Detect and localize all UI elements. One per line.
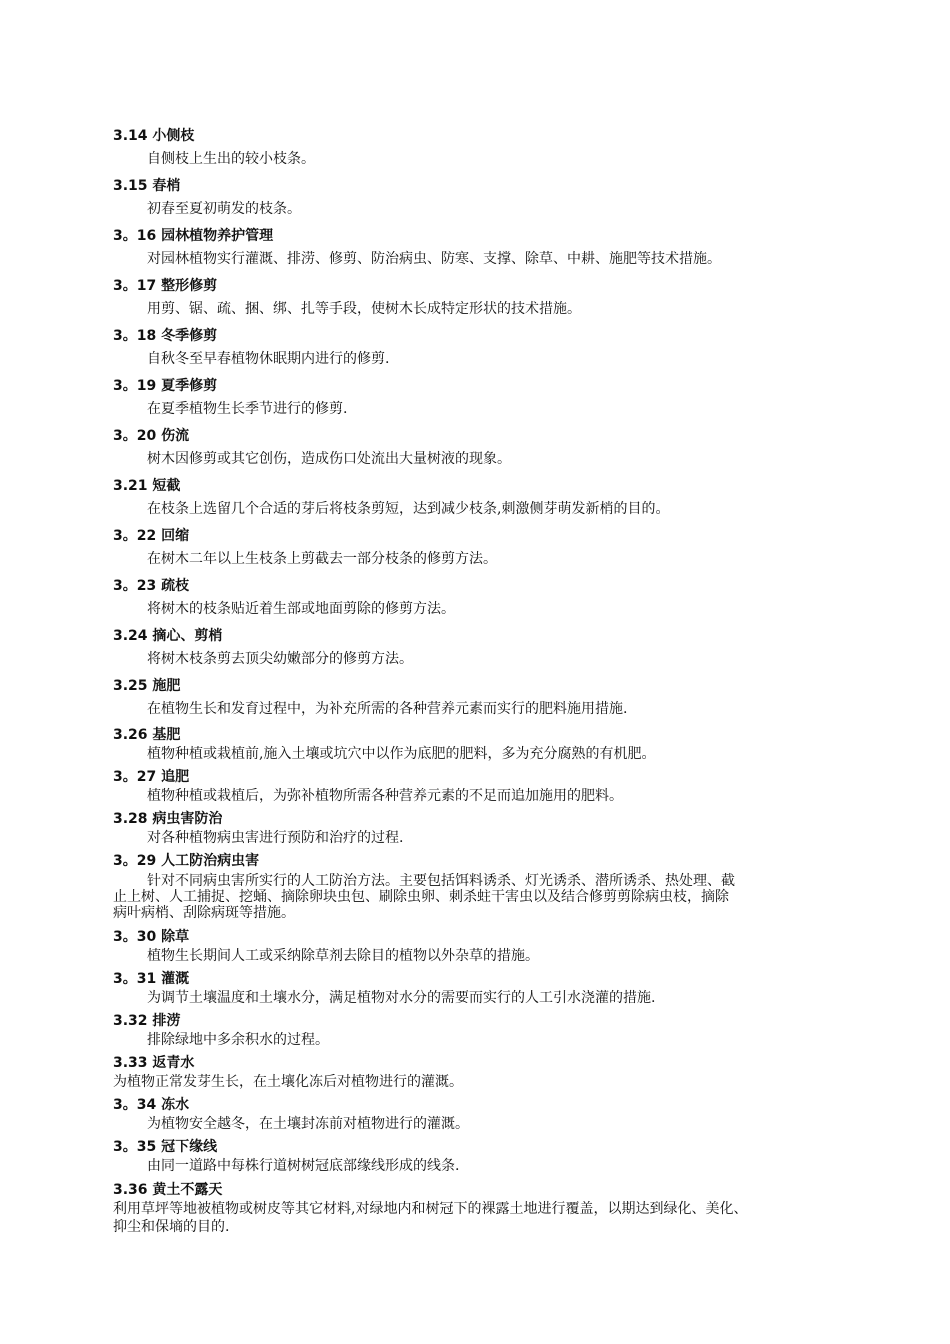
term-heading: 3.33 返青水 (113, 1055, 195, 1071)
term-definition: 植物生长期间人工或采纳除草剂去除目的植物以外杂草的措施。 (147, 948, 539, 964)
term-definition: 植物种植或栽植前,施入土壤或坑穴中以作为底肥的肥料，多为充分腐熟的有机肥。 (147, 746, 656, 762)
term-definition: 初春至夏初萌发的枝条。 (147, 201, 301, 217)
term-heading: 3。29 人工防治病虫害 (113, 853, 260, 869)
term-definition: 对各种植物病虫害进行预防和治疗的过程. (147, 830, 404, 846)
term-heading: 3。31 灌溉 (113, 971, 190, 987)
term-heading: 3.24 摘心、剪梢 (113, 628, 223, 644)
term-heading: 3。34 冻水 (113, 1097, 190, 1113)
term-definition: 在树木二年以上生枝条上剪截去一部分枝条的修剪方法。 (147, 551, 497, 567)
term-definition-line-1: 针对不同病虫害所实行的人工防治方法。主要包括饵料诱杀、灯光诱杀、潜所诱杀、热处理、截 (147, 873, 735, 889)
term-definition: 由同一道路中每株行道树树冠底部缘线形成的线条. (147, 1158, 460, 1174)
term-definition: 排除绿地中多余积水的过程。 (147, 1032, 329, 1048)
term-definition: 对园林植物实行灌溉、排涝、修剪、防治病虫、防寒、支撑、除草、中耕、施肥等技术措施。 (147, 251, 721, 267)
term-heading: 3。19 夏季修剪 (113, 378, 218, 394)
term-definition: 自侧枝上生出的较小枝条。 (147, 151, 315, 167)
term-definition-line-1: 利用草坪等地被植物或树皮等其它材料,对绿地内和树冠下的裸露土地进行覆盖，以期达到绿化、美化、 (113, 1201, 748, 1217)
term-definition: 植物种植或栽植后，为弥补植物所需各种营养元素的不足而追加施用的肥料。 (147, 788, 623, 804)
term-definition: 将树木枝条剪去顶尖幼嫩部分的修剪方法。 (147, 651, 413, 667)
term-heading: 3。27 追肥 (113, 769, 190, 785)
term-heading: 3.25 施肥 (113, 678, 181, 694)
term-heading: 3。23 疏枝 (113, 578, 190, 594)
term-definition-line-3: 病叶病梢、刮除病斑等措施。 (113, 905, 295, 921)
term-heading: 3.14 小侧枝 (113, 128, 195, 144)
term-heading: 3.26 基肥 (113, 727, 181, 743)
term-definition: 在枝条上选留几个合适的芽后将枝条剪短，达到减少枝条,刺激侧芽萌发新梢的目的。 (147, 501, 670, 517)
term-definition: 自秋冬至早春植物休眠期内进行的修剪. (147, 351, 390, 367)
term-heading: 3.32 排涝 (113, 1013, 181, 1029)
term-definition-line-2: 抑尘和保墒的目的. (113, 1219, 230, 1235)
term-heading: 3。18 冬季修剪 (113, 328, 218, 344)
term-definition: 为调节土壤温度和土壤水分，满足植物对水分的需要而实行的人工引水浇灌的措施. (147, 990, 656, 1006)
term-heading: 3。35 冠下缘线 (113, 1139, 218, 1155)
term-heading: 3。20 伤流 (113, 428, 190, 444)
term-definition: 将树木的枝条贴近着生部或地面剪除的修剪方法。 (147, 601, 455, 617)
term-definition: 在夏季植物生长季节进行的修剪. (147, 401, 348, 417)
term-heading: 3。16 园林植物养护管理 (113, 228, 274, 244)
term-heading: 3。30 除草 (113, 929, 190, 945)
term-definition: 树木因修剪或其它创伤，造成伤口处流出大量树液的现象。 (147, 451, 511, 467)
term-heading: 3。17 整形修剪 (113, 278, 218, 294)
term-heading: 3.15 春梢 (113, 178, 181, 194)
term-heading: 3.28 病虫害防治 (113, 811, 223, 827)
term-definition: 用剪、锯、疏、捆、绑、扎等手段，使树木长成特定形状的技术措施。 (147, 301, 581, 317)
term-heading: 3。22 回缩 (113, 528, 190, 544)
term-definition-line-2: 止上树、人工捕捉、挖蛹、摘除卵块虫包、刷除虫卵、刺杀蛀干害虫以及结合修剪剪除病虫枝，摘除 (113, 889, 729, 905)
term-definition: 在植物生长和发育过程中，为补充所需的各种营养元素而实行的肥料施用措施. (147, 701, 628, 717)
term-heading: 3.21 短截 (113, 478, 181, 494)
term-heading: 3.36 黄土不露天 (113, 1182, 223, 1198)
term-definition: 为植物正常发芽生长，在土壤化冻后对植物进行的灌溉。 (113, 1074, 463, 1090)
term-definition: 为植物安全越冬，在土壤封冻前对植物进行的灌溉。 (147, 1116, 469, 1132)
